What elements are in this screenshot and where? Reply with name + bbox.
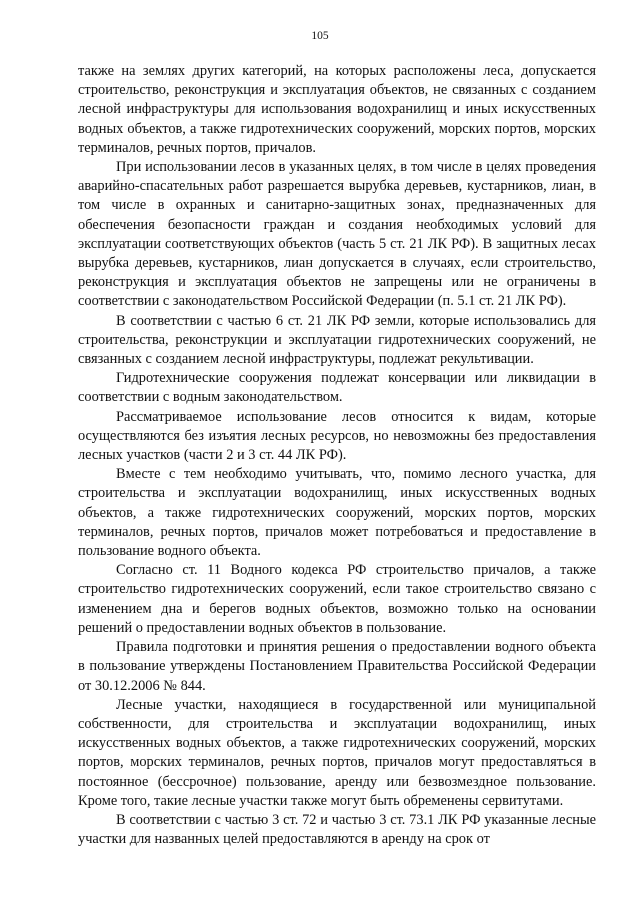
paragraph: При использовании лесов в указанных целях, в том числе в целях проведения аварийно-спасательных работ разрешается вырубка деревьев, кустарников, лиан, в том числе в охранных и санитарно-защитных зонах, предназначенных для обеспечения безопасности граждан и создания необходимых условий для эксплуатации соответствующих объектов (часть 5 ст. 21 ЛК РФ). В защитных лесах вырубка деревьев, кустарников, лиан допускается в случаях, если строительство, реконструкция и эксплуатация объектов не запрещены или не ограничены в соответствии с законодательством Российской Федерации (п. 5.1 ст. 21 ЛК РФ).: [78, 159, 596, 310]
page-body: [78, 62, 596, 849]
paragraph: Правила подготовки и принятия решения о предоставлении водного объекта в пользование утверждены Постановлением Правительства Российской Федерации от 30.12.2006 № 844.: [78, 639, 596, 694]
paragraph: В соответствии с частью 3 ст. 72 и частью 3 ст. 73.1 ЛК РФ указанные лесные участки для названных целей предоставляются в аренду на срок от: [78, 811, 596, 848]
paragraph: В соответствии с частью 6 ст. 21 ЛК РФ земли, которые использовались для строительства, реконструкции и эксплуатации гидротехнических сооружений, не связанных с созданием лесной инфраструктуры, подлежат рекультивации.: [78, 312, 596, 368]
paragraph: Рассматриваемое использование лесов относится к видам, которые осуществляются без изъятия лесных ресурсов, но невозможны без предоставления лесных участков (части 2 и 3 ст. 44 ЛК РФ).: [78, 408, 596, 464]
paragraph-continued: также на землях других категорий, на которых расположены леса, допускается строительство, реконструкция и эксплуатация объектов, не связанных с созданием лесной инфраструктуры для использования водохранилищ и иных искусственных водных объектов, а также гидротехнических сооружений, морских портов, морских терминалов, речных портов, причалов.: [78, 63, 596, 156]
page-number: 105: [311, 30, 329, 42]
paragraph: Лесные участки, находящиеся в государственной или муниципальной собственности, для строительства и эксплуатации водохранилищ, иных искусственных водных объектов, а также гидротехнических сооружений, морских портов, морских терминалов, речных портов, причалов могут предоставляться в постоянное (бессрочное) пользование, аренду или безвозмездное пользование. Кроме того, такие лесные участки также могут быть обременены сервитутами.: [78, 696, 596, 809]
paragraph: Вместе с тем необходимо учитывать, что, помимо лесного участка, для строительства и эксплуатации водохранилищ, иных искусственных водных объектов, а также гидротехнических сооружений, морских портов, морских терминалов, речных портов, причалов может потребоваться и предоставление в пользование водного объекта.: [78, 466, 596, 560]
paragraph: Согласно ст. 11 Водного кодекса РФ строительство причалов, а также строительство гидротехнических сооружений, если такое строительство связано с изменением дна и берегов водных объектов, возможно только на основании решений о предоставлении водных объектов в пользование.: [78, 562, 596, 636]
paragraph: Гидротехнические сооружения подлежат консервации или ликвидации в соответствии с водным законодательством.: [78, 370, 596, 406]
